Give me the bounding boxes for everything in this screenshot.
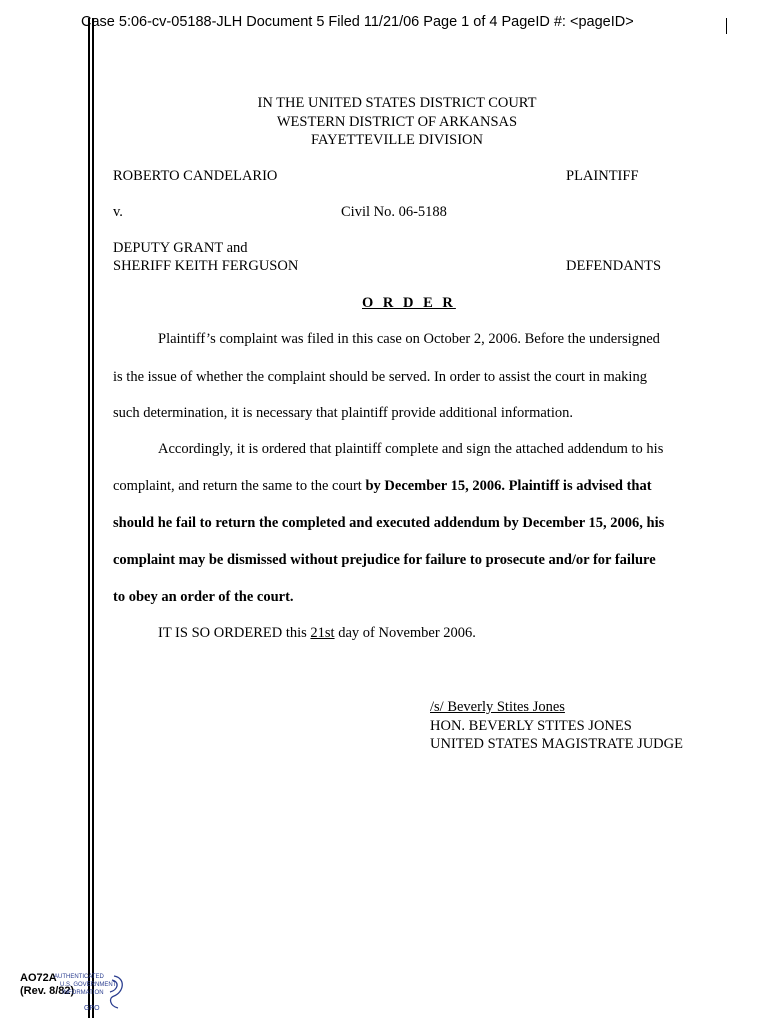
court-heading bbox=[0, 94, 770, 150]
body-line: Accordingly, it is ordered that plaintiff complete and sign the attached addendum to his bbox=[158, 441, 664, 457]
defendant-line-1: DEPUTY GRANT and bbox=[113, 240, 248, 256]
warning-line: should he fail to return the completed and executed addendum by December 15, 2006, his bbox=[113, 515, 665, 531]
deadline-text: by December 15, 2006. Plaintiff is advised that bbox=[365, 478, 652, 494]
warning-line: complaint may be dismissed without prejudice for failure to prosecute and/or for failure bbox=[113, 552, 656, 568]
court-division: FAYETTEVILLE DIVISION bbox=[311, 132, 483, 148]
filing-header: Case 5:06-cv-05188-JLH Document 5 Filed 11/21/06 Page 1 of 4 PageID #: <pageID> bbox=[81, 14, 634, 30]
body-line: is the issue of whether the complaint should be served. In order to assist the court in making bbox=[113, 369, 647, 385]
margin-rule bbox=[92, 18, 94, 1018]
margin-rule bbox=[88, 18, 90, 1018]
defendant-line-2: SHERIFF KEITH FERGUSON bbox=[113, 258, 299, 274]
so-ordered-text: IT IS SO ORDERED this bbox=[158, 625, 311, 641]
body-line: Plaintiff’s complaint was filed in this case on October 2, 2006. Before the undersigned bbox=[158, 331, 660, 347]
versus: v. bbox=[113, 204, 123, 220]
seal-text: INFORMATION bbox=[62, 990, 104, 996]
so-ordered-text: day of November 2006. bbox=[334, 625, 476, 641]
body-line: such determination, it is necessary that plaintiff provide additional information. bbox=[113, 405, 573, 421]
court-name: IN THE UNITED STATES DISTRICT COURT bbox=[257, 95, 537, 111]
body-line bbox=[113, 478, 652, 495]
judge-title: UNITED STATES MAGISTRATE JUDGE bbox=[430, 736, 683, 752]
order-day: 21st bbox=[310, 625, 335, 641]
seal-text: GPO bbox=[84, 1005, 100, 1012]
signature-line: /s/ Beverly Stites Jones bbox=[430, 699, 565, 715]
gpo-seal-icon bbox=[52, 970, 132, 1014]
order-title: O R D E R bbox=[362, 295, 456, 311]
judge-name: HON. BEVERLY STITES JONES bbox=[430, 717, 632, 734]
seal-text: U.S. GOVERNMENT bbox=[60, 982, 117, 988]
signature-block bbox=[430, 698, 683, 754]
so-ordered-line bbox=[158, 625, 476, 642]
plaintiff-name: ROBERTO CANDELARIO bbox=[113, 168, 278, 184]
defendants-label: DEFENDANTS bbox=[566, 258, 662, 274]
right-margin-rule bbox=[726, 18, 727, 34]
civil-number: Civil No. 06-5188 bbox=[341, 204, 447, 220]
form-code: AO72A bbox=[20, 972, 57, 984]
seal-text: AUTHENTICATED bbox=[54, 974, 104, 980]
form-revision: (Rev. 8/82) bbox=[20, 985, 75, 997]
court-district: WESTERN DISTRICT OF ARKANSAS bbox=[276, 113, 518, 130]
body-text: complaint, and return the same to the court bbox=[113, 478, 366, 494]
plaintiff-label: PLAINTIFF bbox=[566, 168, 639, 184]
warning-line: to obey an order of the court. bbox=[113, 589, 294, 605]
